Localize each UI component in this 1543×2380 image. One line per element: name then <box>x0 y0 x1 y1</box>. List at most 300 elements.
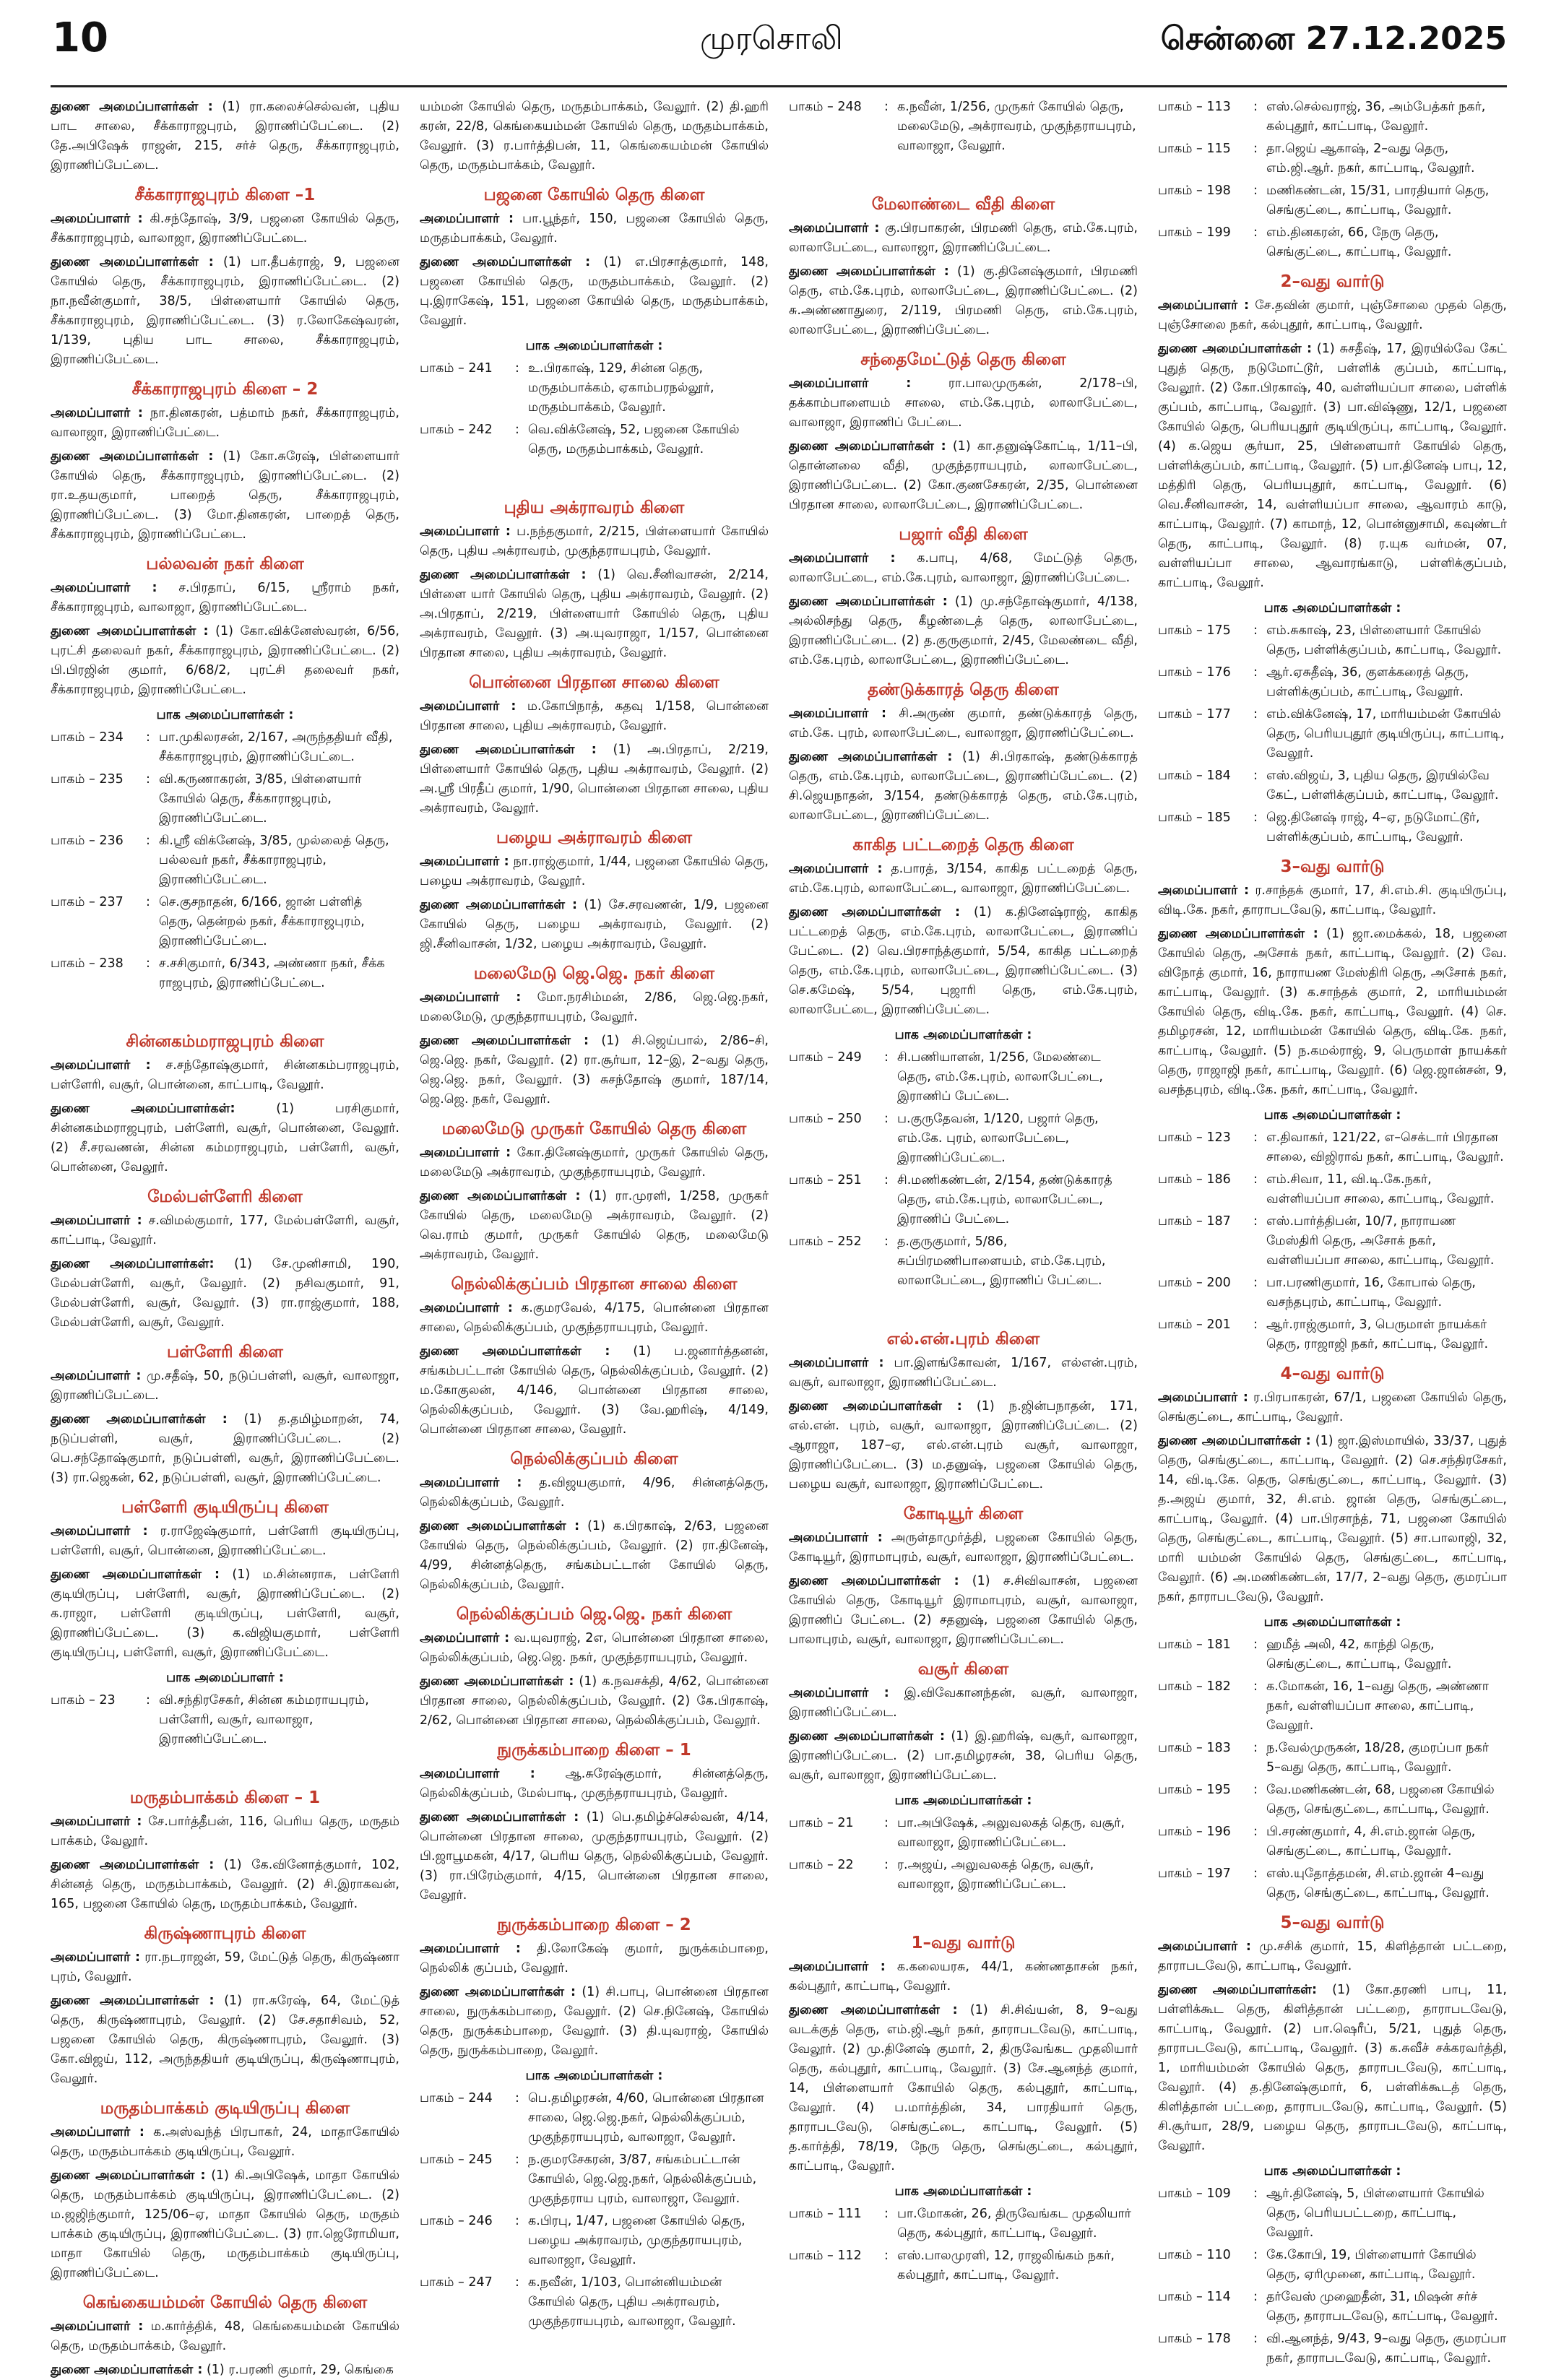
entry-paragraph <box>789 219 1138 258</box>
section-heading: மேல்பள்ளேரி கிளை <box>147 1187 303 1206</box>
booth-colon: : <box>1253 225 1258 240</box>
booth-entry <box>789 1109 1138 1168</box>
entry-text: (1) அ.பிரதாப், 2/219, பிள்ளையார் கோயில் தெரு, புதிய அக்ராவரம், வேலூர். (2) அ.ஸ்ரீ பிரதீப் குமார், 1/90, பொன்னை பிரதான சாலை, புதிய அக்ராவரம், வேலூர். <box>420 743 769 815</box>
booth-colon: : <box>1253 183 1258 198</box>
entry-paragraph <box>51 1948 399 1987</box>
entry-text: (1) ரா.முரளி, 1/258, முருகர் கோயில் தெரு, மலைமேடு அக்ராவரம், வேலூர். (2) வெ.ராம் குமார், முருகர் கோயில் தெரு, மலைமேடு அக்ராவரம், வேலூர். <box>420 1189 769 1262</box>
role-label: துணை அமைப்பாளர்கள் : <box>51 255 214 269</box>
booth-entry <box>789 1171 1138 1229</box>
section-heading: பொன்னை பிரதான சாலை கிளை <box>469 673 719 692</box>
booth-number: பாகம் – 182 <box>1158 1679 1231 1694</box>
spacer <box>789 1897 1138 1924</box>
booth-number: பாகம் – 111 <box>789 2207 862 2221</box>
booth-entry <box>1158 766 1507 805</box>
role-label: அமைப்பாளர் : <box>420 1942 521 1956</box>
booth-colon: : <box>1253 623 1258 638</box>
booth-details: எஸ்.பார்த்திபன், 10/7, நாராயண மேஸ்திரி தெரு, அசோக் நகர், வள்ளியப்பா சாலை, காட்பாடி, வேலூர். <box>1266 1214 1495 1268</box>
spacer <box>789 1294 1138 1320</box>
booth-details: க.பிரபு, 1/47, பஜனை கோயில் தெரு, பழைய அக்ராவரம், முகுந்தராயபுரம், வாலாஜா, வேலூர். <box>528 2214 745 2267</box>
booth-colon: : <box>1253 1130 1258 1145</box>
entry-paragraph <box>420 1629 769 1668</box>
booth-details: ர.அஜய், அலுவலகத் தெரு, வசூர், வாலாஜா, இராணிப்பேட்டை. <box>897 1858 1094 1892</box>
role-label: துணை அமைப்பாளர்கள்: <box>1158 1983 1317 1997</box>
booth-entry <box>1158 1212 1507 1271</box>
booth-number: பாகம் – 22 <box>789 1858 854 1872</box>
booth-colon: : <box>1253 1741 1258 1755</box>
entry-text: (1) சே.முனிசாமி, 190, மேல்பள்ளேரி, வசூர், வேலூர். (2) நசிவகுமார், 91, மேல்பள்ளேரி, வசூர், வேலூர். (3) ரா.ராஜ்குமார், 188, மேல்பள்ளேரி, வசூர், வேலூர். <box>51 1257 399 1330</box>
entry-paragraph <box>420 1765 769 1804</box>
entry-paragraph <box>420 1342 769 1440</box>
booth-colon: : <box>515 423 519 437</box>
booth-details: மணிகண்டன், 15/31, பாரதியார் தெரு, செங்குட்டை, காட்பாடி, வேலூர். <box>1266 183 1490 217</box>
role-label: துணை அமைப்பாளர்கள் : <box>51 624 209 639</box>
booth-details: த.குருகுமார், 5/86, சுப்பிரமணிபாளையம், எம்.கே.புரம், லாலாபேட்டை, இராணிப் பேட்டை. <box>897 1234 1106 1288</box>
column-3 <box>789 98 1138 2366</box>
entry-paragraph <box>1158 1432 1507 1607</box>
role-label: அமைப்பாளர் : <box>789 221 880 235</box>
role-label: அமைப்பாளர் : <box>789 1960 886 1974</box>
section-heading: சின்னகம்மராஜபுரம் கிளை <box>126 1032 324 1051</box>
booth-details: க.நவீன், 1/103, பொன்னியம்மன் கோயில் தெரு, புதிய அக்ராவரம், முகுந்தராயபுரம், வாலாஜா, வேலூர். <box>528 2275 736 2329</box>
booth-entry <box>1158 705 1507 763</box>
booth-number: பாகம் – 245 <box>420 2152 493 2167</box>
column-4 <box>1158 98 1507 2366</box>
booth-entry <box>420 2212 769 2270</box>
section-heading: மலைமேடு ஜெ.ஜெ. நகர் கிளை <box>473 964 715 983</box>
entry-text: (1) சி.சிவ்யன், 8, 9–வது வடக்குத் தெரு, எம்.ஜி.ஆர் நகர், தாராபடவேடு, காட்பாடி, வேலூர். (2) மு.தினேஷ் குமார், 2, திருவேங்கட முதலியார் தெரு, கல்புதூர், காட்பாடி, வேலூர். (3) சே.ஆனந்த் குமார், 14, பிள்ளையார் கோயில் தெரு, கல்புதூர், காட்பாடி, வேலூர். (4) ப.மார்த்தின், 34, பாரதியார் தெரு, தாராபடவேடு, செங்குட்டை, காட்பாடி, வேலூர். (5) த.கார்த்தி, 78/19, நேரு தெரு, செங்குட்டை, கல்புதூர், காட்பாடி, வேலூர். <box>789 2003 1138 2173</box>
entry-text: கு.பிரபாகரன், பிரமணி தெரு, எம்.கே.புரம், லாலாபேட்டை, வாலாஜா, இராணிப்பேட்டை. <box>789 221 1138 255</box>
role-label: அமைப்பாளர் : <box>789 1531 883 1545</box>
entry-text: சே.தவின் குமார், புஞ்சோலை முதல் தெரு, புஞ்சோலை நகர், கல்புதூர், காட்பாடி, வேலூர். <box>1158 298 1507 332</box>
entry-text: (1) ஜா.இஸ்மாயில், 33/37, புதுத் தெரு, செங்குட்டை, காட்பாடி, வேலூர். (2) செ.சந்திரசேகர், 14, வி.டி.கே. தெரு, செங்குட்டை, காட்பாடி, வேலூர். (3) த.அஜய் குமார், 32, சி.எம். ஜான் தெரு, செங்குட்டை, காட்பாடி, வேலூர். (4) பா.பிரசாந்த், 71, பஜனை கோயில் தெரு, செங்குட்டை, காட்பாடி, வேலூர். (5) சா.பாலாஜி, 32, மாரி யம்மன் கோயில் தெரு, செங்குட்டை, காட்பாடி, வேலூர். (6) அ.மணிகண்டன், 17/7, 2–வது தெரு, குமரப்பா நகர், தாராபடவேடு, வேலூர். <box>1158 1434 1507 1604</box>
booth-details: வெ.விக்னேஷ், 52, பஜனை கோயில் தெரு, மருதம்பாக்கம், வேலூர். <box>528 423 740 456</box>
section-heading: எல்.என்.புரம் கிளை <box>886 1330 1040 1349</box>
booth-entry <box>1158 2246 1507 2285</box>
booth-number: பாகம் – 123 <box>1158 1130 1231 1145</box>
entry-text: (1) சி.பாபு, பொன்னை பிரதான சாலை, நுருக்கம்பாறை, வேலூர். (2) செ.நினேஷ், கோயில் தெரு, நுருக்கம்பாறை, வேலூர். (3) தி.யுவராஜ், கோயில் தெரு, நுருக்கம்பாறை, வேலூர். <box>420 1985 769 2058</box>
role-label: அமைப்பாளர் : <box>789 706 887 721</box>
booth-details: ந.குமரசேகரன், 3/87, சங்கம்பட்டான் கோயில், ஜெ.ஜெ.நகர், நெல்லிக்குப்பம், முகுந்தராய புரம், வாலாஜா, வேலூர். <box>528 2152 757 2206</box>
section-heading: 5–வது வார்டு <box>1280 1913 1385 1932</box>
entry-paragraph <box>789 1957 1138 1996</box>
booth-details: ந.வேல்முருகன், 18/28, குமரப்பா நகர் 5–வது தெரு, காட்பாடி, வேலூர். <box>1266 1741 1489 1775</box>
booth-colon: : <box>146 1693 150 1708</box>
entry-paragraph <box>51 404 399 443</box>
role-label: துணை அமைப்பாளர்கள் : <box>51 1858 215 1872</box>
role-label: அமைப்பாளர் : <box>420 1301 513 1315</box>
role-label: துணை அமைப்பாளர்கள் : <box>789 439 946 454</box>
entry-paragraph <box>420 1939 769 1978</box>
entry-text: (1) சி.ஜெய்பால், 2/86–சி, ஜெ.ஜெ. நகர், வேலூர். (2) ரா.சூர்யா, 12–இ, 2–வது தெரு, ஜெ.ஜெ. நகர், வேலூர். (3) சுசந்தோஷ் குமார், 187/14, ஜெ.ஜெ. நகர், வேலூர். <box>420 1034 769 1107</box>
entry-text: (1) ஜா.மைக்கல், 18, பஜனை கோயில் தெரு, அசோக் நகர், காட்பாடி, வேலூர். (2) வே. விநோத் குமார், 16, நாராயண மேஸ்திரி தெரு, அசோக் நகர், காட்பாடி, வேலூர். (3) க.சாந்தக் குமார், 2, மாரியம்மன் கோயில் தெரு, விடி.கே. நகர், காட்பாடி, வேலூர். (4) செ. தமிழரசன், 12, மாரியம்மன் கோயில் தெரு, விடி.கே. நகர், காட்பாடி, வேலூர். (5) ந.கமல்ராஜ், 9, பெருமாள் நாயக்கர் தெரு, ராஜாஜி நகர், காட்பாடி, வேலூர். (6) ஜெ.ஜான்சன், 9, வசந்தபுரம், விடி.கே. நகர், காட்பாடி, வேலூர். <box>1158 927 1507 1097</box>
booth-details: கி.ஸ்ரீ விக்னேஷ், 3/85, முல்லைத் தெரு, பல்லவர் நகர், சீக்காராஜபுரம், இராணிப்பேட்டை. <box>159 834 389 887</box>
booth-details: எஸ்.செல்வராஜ், 36, அம்பேத்கர் நகர், கல்புதூர், காட்பாடி, வேலூர். <box>1266 100 1486 134</box>
entry-text: (1) சுசதீஷ், 17, இரயில்வே கேட் புதுத் தெரு, நடுமோட்டூர், பள்ளிக் குப்பம், காட்பாடி, வேலூர். (2) கோ.பிரகாஷ், 40, வள்ளியப்பா சாலை, பள்ளிக் குப்பம், காட்பாடி, வேலூர். (3) பா.விஷ்ணு, 12/1, பஜனை கோயில் தெரு, பெரியபுதூர் குடியிருப்பு, காட்பாடி, வேலூர். (4) க.ஜெய சூர்யா, 25, பிள்ளையார் கோயில் தெரு, பள்ளிக்குப்பம், காட்பாடி, வேலூர். (5) பா.தினேஷ் பாபு, 12, மத்திரி தெரு, பெரியபுதூர், காட்பாடி, வேலூர். (6) வெ.சீனிவாசன், 14, வள்ளியப்பா சாலை, ஆவாரம் காடு, காட்பாடி, வேலூர். (7) காமாந், 12, பொன்னுசாமி, கவுண்டர் தெரு, காட்பாடி, வேலூர். (8) ர.யுக வர்மன், 07, வள்ளியப்பா சாலை, ஆவாரங்காடு, பள்ளிக்குப்பம், காட்பாடி, வேலூர். <box>1158 342 1507 590</box>
entry-paragraph <box>51 2317 399 2356</box>
entry-paragraph <box>420 1299 769 1338</box>
booth-number: பாகம் – 178 <box>1158 2332 1231 2346</box>
subheading: பாக அமைப்பாளர் : <box>166 1671 284 1685</box>
section-heading: நெல்லிக்குப்பம் கிளை <box>510 1450 678 1468</box>
role-label: துணை அமைப்பாளர்கள் : <box>1158 927 1318 941</box>
booth-entry <box>789 1048 1138 1107</box>
entry-text: (1) ரா.கலைச்செல்வன், புதிய பாட சாலை, சீக்காராஜபுரம், இராணிப்பேட்டை. (2) தே.அபிஷேக் ராஜன், 215, சர்ச் தெரு, சீக்காராஜபுரம், இராணிப்பேட்டை. <box>51 100 399 173</box>
booth-number: பாகம் – 234 <box>51 730 124 745</box>
booth-colon: : <box>884 1816 889 1830</box>
booth-number: பாகம் – 252 <box>789 1234 862 1249</box>
booth-details: எம்.விக்னேஷ், 17, மாரியம்மன் கோயில் தெரு, பெரியபுதூர் குடியிருப்பு, காட்பாடி, வேலூர். <box>1266 707 1505 761</box>
entry-paragraph <box>420 988 769 1027</box>
section-heading: தண்டுக்காரத் தெரு கிளை <box>868 680 1059 699</box>
role-label: துணை அமைப்பாளர்கள் : <box>51 1567 220 1582</box>
role-label: அமைப்பாளர் : <box>1158 1390 1248 1405</box>
booth-details: தர்வேஸ் முஹைதீன், 31, மிஷன் சர்ச் தெரு, தாராபடவேடு, காட்பாடி, வேலூர். <box>1266 2290 1498 2324</box>
role-label: அமைப்பாளர் : <box>51 1524 148 1539</box>
role-label: துணை அமைப்பாளர்கள் : <box>51 1994 215 2008</box>
booth-entry <box>51 893 399 951</box>
section-heading: காகித பட்டறைத் தெரு கிளை <box>852 836 1074 854</box>
role-label: துணை அமைப்பாளர்கள் : <box>1158 342 1313 356</box>
booth-colon: : <box>1253 1317 1258 1332</box>
booth-number: பாகம் – 114 <box>1158 2290 1231 2304</box>
entry-text: க.அஸ்வந்த் பிரபாகர், 24, மாதாகோயில் தெரு, மருதம்பாக்கம் குடியிருப்பு, வேலூர். <box>51 2125 399 2159</box>
booth-colon: : <box>1253 1172 1258 1187</box>
role-label: அமைப்பாளர் : <box>420 1631 510 1645</box>
section-heading: பல்லவன் நகர் கிளை <box>146 555 304 574</box>
role-label: அமைப்பாளர் : <box>789 376 912 391</box>
role-label: அமைப்பாளர் : <box>51 1950 140 1965</box>
booth-entry <box>1158 139 1507 178</box>
entry-paragraph <box>420 1672 769 1731</box>
booth-colon: : <box>1253 2248 1258 2262</box>
entry-text: கோ.தினேஷ்குமார், முருகர் கோயில் தெரு, மலைமேடு அக்ராவரம், முகுந்தராயபுரம், வேலூர். <box>420 1146 769 1180</box>
booth-entry <box>789 2204 1138 2243</box>
booth-colon: : <box>1253 2332 1258 2346</box>
role-label: அமைப்பாளர் : <box>420 524 511 539</box>
role-label: அமைப்பாளர் : <box>1158 298 1250 313</box>
entry-text: பா.பூந்தர், 150, பஜனை கோயில் தெரு, மருதம்பாக்கம், வேலூர். <box>420 212 769 246</box>
booth-details: ஜெ.தினேஷ் ராஜ், 4–ஏ, நடுமோட்டூர், பள்ளிக்குப்பம், காட்பாடி, வேலூர். <box>1266 810 1480 844</box>
section-heading: சீக்காராஜபுரம் கிளை –1 <box>134 186 316 204</box>
booth-number: பாகம் – 176 <box>1158 665 1231 680</box>
role-label: துணை அமைப்பாளர்கள் : <box>420 1189 581 1203</box>
section-heading: நெல்லிக்குப்பம் ஜெ.ஜெ. நகர் கிளை <box>456 1605 732 1624</box>
entry-paragraph <box>420 1517 769 1595</box>
role-label: அமைப்பாளர் : <box>420 1476 522 1490</box>
booth-number: பாகம் – 186 <box>1158 1172 1231 1187</box>
entry-text: இ.விவேகானந்தன், வசூர், வாலாஜா, இராணிப்பேட்டை. <box>789 1686 1138 1720</box>
entry-paragraph <box>789 1528 1138 1567</box>
booth-number: பாகம் – 242 <box>420 423 493 437</box>
role-label: துணை அமைப்பாளர்கள் : <box>51 2168 206 2183</box>
booth-details: ஹமீத் அலி, 42, காந்தி தெரு, செங்குட்டை, காட்பாடி, வேலூர். <box>1266 1637 1452 1671</box>
booth-entry <box>1158 663 1507 702</box>
booth-details: எஸ்.பாலமுரளி, 12, ராஜலிங்கம் நகர், கல்புதூர், காட்பாடி, வேலூர். <box>897 2249 1115 2282</box>
entry-text: (1) சே.சரவணன், 1/9, பஜனை கோயில் தெரு, பழைய அக்ராவரம், வேலூர். (2) ஜி.சீனிவாசன், 1/32, பழைய அக்ராவரம், வேலூர். <box>420 898 769 951</box>
booth-details: ப.குருதேவன், 1/120, பஜார் தெரு, எம்.கே. புரம், லாலாபேட்டை, இராணிப்பேட்டை. <box>897 1112 1099 1165</box>
entry-text: நா.தினகரன், பத்மாம் நகர், சீக்காராஜபுரம், வாலாஜா, இராணிப்பேட்டை. <box>51 406 399 440</box>
role-label: அமைப்பாளர் : <box>420 1767 535 1781</box>
booth-details: பா.பரணிகுமார், 16, கோபால் தெரு, வசந்தபுரம், காட்பாடி, வேலூர். <box>1266 1276 1476 1310</box>
booth-colon: : <box>146 834 150 848</box>
entry-paragraph <box>51 253 399 370</box>
spacer <box>51 1752 399 1778</box>
entry-paragraph <box>789 1397 1138 1494</box>
booth-colon: : <box>884 2207 889 2221</box>
subheading: பாக அமைப்பாளர்கள் : <box>525 2069 663 2083</box>
booth-colon: : <box>515 2275 519 2290</box>
entry-paragraph <box>789 903 1138 1020</box>
entry-paragraph <box>789 262 1138 340</box>
role-label: துணை அமைப்பாளர்கள் : <box>420 743 597 757</box>
entry-paragraph <box>420 522 769 561</box>
column-1 <box>51 98 399 2377</box>
role-label: அமைப்பாளர் : <box>51 1814 142 1829</box>
booth-entry <box>420 2273 769 2332</box>
booth-number: பாகம் – 198 <box>1158 183 1231 198</box>
booth-entry <box>1158 621 1507 660</box>
entry-text: சி.அருண் குமார், தண்டுக்காரத் தெரு, எம்.கே. புரம், லாலாபேட்டை, வாலாஜா, இராணிப்பேட்டை. <box>789 706 1138 740</box>
entry-text: (1) கோ.சுரேஷ், பிள்ளையார் கோயில் தெரு, சீக்காராஜபுரம், இராணிப்பேட்டை. (2) ரா.உதயகுமார், பாறைத் தெரு, சீக்காராஜபுரம், இராணிப்பேட்டை. (3) மோ.தினகரன், பாறைத் தெரு, சீக்காராஜபுரம், இராணிப்பேட்டை. <box>51 449 399 542</box>
subheading: பாக அமைப்பாளர்கள் : <box>1263 601 1401 615</box>
section-heading: புதிய அக்ராவரம் கிளை <box>503 498 685 517</box>
booth-entry <box>51 954 399 993</box>
spacer <box>51 996 399 1022</box>
booth-colon: : <box>515 2214 519 2228</box>
entry-paragraph <box>789 748 1138 826</box>
entry-text: ச.சந்தோஷ்குமார், சின்னகம்பராஜபுரம், பள்ளேரி, வசூர், பொன்னை, காட்பாடி, வேலூர். <box>51 1058 399 1092</box>
entry-text: (1) த.தமிழ்மாறன், 74, நடுப்பள்ளி, வசூர், இராணிப்பேட்டை. (2) பெ.சந்தோஷ்குமார், நடுப்பள்ளி, வசூர், இராணிப்பேட்டை. (3) ரா.ஜெகன், 62, நடுப்பள்ளி, வசூர், இராணிப்பேட்டை. <box>51 1412 399 1485</box>
role-label: துணை அமைப்பாளர்கள் : <box>789 905 961 919</box>
booth-entry <box>1158 98 1507 137</box>
role-label: துணை அமைப்பாளர்கள் : <box>789 264 949 279</box>
entry-text: (1) ரா.சுரேஷ், 64, மேட்டுத் தெரு, கிருஷ்ணாபுரம், வேலூர். (2) சே.சதாசிவம், 52, பஜனை கோயில் தெரு, கிருஷ்ணாபுரம், வேலூர். (3) கோ.விஜய், 112, அருந்ததியர் குடியிருப்பு, கிருஷ்ணாபுரம், வேலூர். <box>51 1994 399 2086</box>
booth-entry <box>1158 808 1507 847</box>
booth-colon: : <box>1253 665 1258 680</box>
booth-colon: : <box>515 2152 519 2167</box>
role-label: துணை அமைப்பாளர்கள் : <box>51 449 214 464</box>
booth-details: எம்.சுகாஷ், 23, பிள்ளையார் கோயில் தெரு, பள்ளிக்குப்பம், காட்பாடி, வேலூர். <box>1266 623 1502 657</box>
role-label: அமைப்பாளர் : <box>51 2319 144 2334</box>
role-label: துணை அமைப்பாளர்கள் : <box>51 2363 203 2377</box>
entry-paragraph <box>51 2123 399 2162</box>
role-label: துணை அமைப்பாளர்கள் : <box>51 1412 228 1427</box>
booth-colon: : <box>1253 810 1258 825</box>
entry-paragraph <box>1158 339 1507 593</box>
booth-entry <box>51 728 399 767</box>
booth-colon: : <box>1253 707 1258 722</box>
section-heading: நுருக்கம்பாறை கிளை – 1 <box>497 1741 691 1760</box>
entry-text: த.விஜயகுமார், 4/96, சின்னத்தெரு, நெல்லிக்குப்பம், வேலூர். <box>420 1476 769 1510</box>
section-heading: கோடியூர் கிளை <box>903 1505 1024 1523</box>
entry-paragraph <box>1158 1981 1507 2156</box>
booth-number: பாகம் – 200 <box>1158 1276 1231 1290</box>
booth-details: எஸ்.விஜய், 3, புதிய தெரு, இரயில்வே கேட், பள்ளிக்குப்பம், காட்பாடி, வேலூர். <box>1266 769 1499 802</box>
entry-text: நா.ராஜ்குமார், 1/44, பஜனை கோயில் தெரு, பழைய அக்ராவரம், வேலூர். <box>420 854 769 888</box>
newspaper-name: முரசொலி <box>700 20 843 57</box>
booth-details: தா.ஜெய் ஆகாஷ், 2–வது தெரு, எம்.ஜி.ஆர். நகர், காட்பாடி, வேலூர். <box>1266 142 1475 176</box>
entry-text: ம.கார்த்திக், 48, கெங்கையம்மன் கோயில் தெரு, மருதம்பாக்கம், வேலூர். <box>51 2319 399 2353</box>
entry-paragraph <box>420 1031 769 1109</box>
booth-colon: : <box>1253 2186 1258 2201</box>
booth-colon: : <box>884 100 889 114</box>
booth-number: பாகம் – 115 <box>1158 142 1231 156</box>
booth-colon: : <box>1253 1866 1258 1881</box>
booth-colon: : <box>1253 100 1258 114</box>
entry-paragraph <box>420 1983 769 2061</box>
entry-paragraph <box>789 1684 1138 1723</box>
booth-details: க.நவீன், 1/256, முருகர் கோயில் தெரு, மலைமேடு, அக்ராவரம், முகுந்தராயபுரம், வாலாஜா, வேலூர். <box>897 100 1136 153</box>
booth-entry <box>1158 1677 1507 1736</box>
section-heading: பழைய அக்ராவரம் கிளை <box>496 828 693 847</box>
booth-number: பாகம் – 241 <box>420 361 493 376</box>
spacer <box>420 462 769 488</box>
booth-details: ஆர்.ஏசுதீஷ், 36, குளக்கரைத் தெரு, பள்ளிக்குப்பம், காட்பாடி, வேலூர். <box>1266 665 1469 699</box>
role-label: அமைப்பாளர் : <box>420 212 514 226</box>
entry-text: (1) ர.பரணி குமார், 29, கெங்கை <box>206 2363 394 2377</box>
entry-paragraph <box>51 1812 399 1851</box>
booth-colon: : <box>884 2249 889 2263</box>
booth-details: ச.சசிகுமார், 6/343, அண்ணா நகர், சீக்க ராஜபுரம், இராணிப்பேட்டை. <box>159 956 385 990</box>
entry-text: யம்மன் கோயில் தெரு, மருதம்பாக்கம், வேலூர். (2) தி.ஹரி கரன், 22/8, கெங்கையம்மன் கோயில் தெரு, மருதம்பாக்கம், வேலூர். (3) ர.பார்த்திபன், 11, கெங்கையம்மன் கோயில் தெரு, மருதம்பாக்கம், வேலூர். <box>420 100 769 173</box>
entry-text: ர.பிரபாகரன், 67/1, பஜனை கோயில் தெரு, செங்குட்டை, காட்பாடி, வேலூர். <box>1158 1390 1507 1424</box>
entry-text: ச.விமல்குமார், 177, மேல்பள்ளேரி, வசூர், காட்பாடி, வேலூர். <box>51 1213 399 1247</box>
entry-paragraph <box>420 1474 769 1513</box>
booth-number: பாகம் – 236 <box>51 834 124 848</box>
booth-details: எம்.தினகரன், 66, நேரு தெரு, செங்குட்டை, காட்பாடி, வேலூர். <box>1266 225 1452 259</box>
entry-paragraph <box>51 1056 399 1095</box>
booth-details: செ.குசநாதன், 6/166, ஜான் பள்ளித் தெரு, தென்றல் நகர், சீக்காராஜபுரம், இராணிப்பேட்டை. <box>159 895 365 948</box>
booth-entry <box>789 1856 1138 1895</box>
role-label: துணை அமைப்பாளர்கள் : <box>789 2003 958 2017</box>
section-heading: நுருக்கம்பாறை கிளை – 2 <box>497 1916 691 1934</box>
subheading: பாக அமைப்பாளர்கள் : <box>525 339 663 353</box>
section-heading: பஜார் வீதி கிளை <box>899 525 1028 544</box>
entry-paragraph <box>51 1099 399 1177</box>
role-label: துணை அமைப்பாளர்கள்: <box>51 1257 215 1271</box>
spacer <box>789 159 1138 185</box>
section-heading: 4–வது வார்டு <box>1280 1364 1385 1383</box>
entry-paragraph <box>420 852 769 891</box>
entry-text: (1) சி.பிரகாஷ், தண்டுக்காரத் தெரு, எம்.கே.புரம், லாலாபேட்டை, இராணிப்பேட்டை. (2) சி.ஜெயநாதன், 3/154, தண்டுக்காரத் தெரு, எம்.கே.புரம், லாலாபேட்டை, இராணிப்பேட்டை. <box>789 750 1138 823</box>
booth-number: பாகம் – 248 <box>789 100 862 114</box>
entry-paragraph <box>789 1354 1138 1393</box>
booth-colon: : <box>884 1858 889 1872</box>
role-label: துணை அமைப்பாளர்கள் : <box>51 100 213 114</box>
entry-text: (1) கி.அபிஷேக், மாதா கோயில் தெரு, மருதம்பாக்கம் குடியிருப்பு, இராணிப்பேட்டை. (2) ம.ஜஜிந்குமார், 125/06–ஏ, மாதா கோயில் தெரு, மருதம் பாக்கம் குடியிருப்பு, இராணிப்பேட்டை. (3) ரா.ஜெரோமியா, மாதா கோயில் தெரு, மருதம்பாக்கம் குடியிருப்பு, இராணிப்பேட்டை. <box>51 2168 399 2280</box>
booth-details: க.மோகன், 16, 1–வது தெரு, அண்ணா நகர், வள்ளியப்பா சாலை, காட்பாடி, வேலூர். <box>1266 1679 1489 1733</box>
role-label: துணை அமைப்பாளர்கள் : <box>789 1729 945 1744</box>
section-heading: மருதம்பாக்கம் கிளை – 1 <box>129 1788 321 1807</box>
entry-text: த.பாரத், 3/154, காகித பட்டறைத் தெரு, எம்.கே.புரம், லாலாபேட்டை, வாலாஜா, இராணிப்பேட்டை. <box>789 862 1138 896</box>
booth-details: சி.பணியாளன், 1/256, மேலண்டை தெரு, எம்.கே.புரம், லாலாபேட்டை, இராணிப் பேட்டை. <box>897 1050 1103 1104</box>
column-2 <box>420 98 769 2366</box>
entry-paragraph <box>1158 925 1507 1100</box>
entry-paragraph <box>51 447 399 545</box>
booth-colon: : <box>146 730 150 745</box>
entry-paragraph <box>420 1143 769 1182</box>
entry-text: அருள்தாமுர்த்தி, பஜனை கோயில் தெரு, கோடியூர், இராமாபுரம், வசூர், வாலாஜா, இராணிப்பேட்டை. <box>789 1531 1138 1565</box>
role-label: அமைப்பாளர் : <box>789 1686 889 1700</box>
entry-text: வ.யுவராஜ், 2எ, பொன்னை பிரதான சாலை, நெல்லிக்குப்பம், ஜெ.ஜெ. நகர், முகுந்தராயபுரம், வேலூர். <box>420 1631 769 1665</box>
entry-paragraph <box>420 1808 769 1905</box>
booth-entry <box>1158 1273 1507 1312</box>
booth-entry <box>51 770 399 828</box>
entry-paragraph <box>51 1367 399 1406</box>
booth-number: பாகம் – 250 <box>789 1112 862 1126</box>
booth-number: பாகம் – 249 <box>789 1050 862 1065</box>
entry-paragraph <box>51 2166 399 2283</box>
entry-paragraph <box>420 209 769 248</box>
booth-details: சி.மணிகண்டன், 2/154, தண்டுக்காரத் தெரு, எம்.கே.புரம், லாலாபேட்டை, இராணிப் பேட்டை. <box>897 1173 1112 1226</box>
entry-paragraph <box>789 860 1138 899</box>
booth-number: பாகம் – 237 <box>51 895 124 909</box>
entry-text: (1) இ.ஹரிஷ், வசூர், வாலாஜா, இராணிப்பேட்டை. (2) பா.தமிழரசன், 38, பெரிய தெரு, வசூர், வாலாஜா, இராணிப்பேட்டை. <box>789 1729 1138 1783</box>
role-label: அமைப்பாளர் : <box>1158 1939 1251 1954</box>
section-heading: மருதம்பாக்கம் குடியிருப்பு கிளை <box>100 2099 350 2118</box>
entry-text: (1) கு.தினேஷ்குமார், பிரமணி தெரு, எம்.கே.புரம், லாலாபேட்டை, இராணிப்பேட்டை. (2) சு.அண்ணாதுரை, 2/119, பிரமணி தெரு, எம்.கே.புரம், லாலாபேட்டை, இராணிப்பேட்டை. <box>789 264 1138 337</box>
booth-entry <box>1158 2329 1507 2368</box>
entry-text: மோ.நரசிம்மன், 2/86, ஜெ.ஜெ.நகர், மலைமேடு, முகுந்தராயபுரம், வேலூர். <box>420 990 769 1024</box>
entry-text: ம.கோபிநாத், கதவு 1/158, பொன்னை பிரதான சாலை, புதிய அக்ராவரம், வேலூர். <box>420 699 769 733</box>
entry-text: க.குமரவேல், 4/175, பொன்னை பிரதான சாலை, நெல்லிக்குப்பம், முகுந்தராயபுரம், வேலூர். <box>420 1301 769 1335</box>
subheading: பாக அமைப்பாளர்கள் : <box>156 708 294 722</box>
entry-paragraph <box>789 1572 1138 1650</box>
entry-text: மு.சசிக் குமார், 15, கிளித்தான் பட்டறை, தாராபடவேடு, காட்பாடி, வேலூர். <box>1158 1939 1507 1973</box>
subheading: பாக அமைப்பாளர்கள் : <box>1263 1108 1401 1122</box>
entry-paragraph <box>420 697 769 736</box>
role-label: அமைப்பாளர் : <box>1158 883 1250 898</box>
booth-colon: : <box>1253 769 1258 783</box>
role-label: அமைப்பாளர் : <box>420 990 522 1005</box>
section-heading: 2–வது வார்டு <box>1280 272 1385 291</box>
entry-paragraph <box>51 1991 399 2089</box>
entry-text: (1) ந.ஜின்பநாதன், 171, எல்.என். புரம், வசூர், வாலாஜா, இராணிப்பேட்டை. (2) ஆராஜா, 187–ஏ, எல்.என்.புரம் வசூர், வாலாஜா, இராணிப்பேட்டை. (3) ம.தனுஷ், பஜனை கோயில் தெரு, பழைய வசூர், வாலாஜா, இராணிப்பேட்டை. <box>789 1399 1138 1492</box>
role-label: அமைப்பாளர் : <box>51 212 143 226</box>
section-heading: மலைமேடு முருகர் கோயில் தெரு கிளை <box>441 1120 747 1138</box>
entry-text: (1) க.பிரகாஷ், 2/63, பஜனை கோயில் தெரு, நெல்லிக்குப்பம், வேலூர். (2) ரா.தினேஷ், 4/99, சின்னத்தெரு, சங்கம்பட்டான் கோயில் தெரு, நெல்லிக்குப்பம், வேலூர். <box>420 1519 769 1592</box>
header-rule <box>51 85 1507 87</box>
entry-paragraph <box>789 437 1138 515</box>
entry-text: (1) க.தினேஷ்ராஜ், காகித பட்டறைத் தெரு, எம்.கே.புரம், லாலாபேட்டை, இராணிப் பேட்டை. (2) வெ.பிரசாந்த்குமார், 5/54, காகித பட்டறைத் தெரு, எம்.கே.புரம், லாலாபேட்டை, இராணிப்பேட்டை. (3) செ.கமேஷ், 5/54, புஜாரி தெரு, எம்.கே.புரம், லாலாபேட்டை, இராணிப்பேட்டை. <box>789 905 1138 1017</box>
booth-number: பாகம் – 177 <box>1158 707 1231 722</box>
entry-paragraph <box>420 253 769 331</box>
booth-entry <box>789 1232 1138 1291</box>
entry-paragraph <box>789 1727 1138 1786</box>
entry-paragraph <box>1158 1388 1507 1427</box>
booth-number: பாகம் – 112 <box>789 2249 862 2263</box>
booth-number: பாகம் – 247 <box>420 2275 493 2290</box>
section-heading: கிருஷ்ணாபுரம் கிளை <box>144 1924 306 1943</box>
booth-details: கே.கோபி, 19, பிள்ளையார் கோயில் தெரு, ஏரிமுனை, காட்பாடி, வேலூர். <box>1266 2248 1477 2282</box>
page-number: 10 <box>52 14 108 61</box>
section-heading: பள்ளேரி குடியிருப்பு கிளை <box>121 1498 329 1517</box>
booth-colon: : <box>515 2091 519 2106</box>
booth-details: பா.மோகன், 26, திருவேங்கட முதலியார் தெரு, கல்புதூர், காட்பாடி, வேலூர். <box>897 2207 1131 2241</box>
booth-entry <box>1158 2288 1507 2327</box>
entry-paragraph <box>51 1410 399 1488</box>
booth-details: வி.ஆனந்த், 9/43, 9–வது தெரு, குமரப்பா நகர், தாராபடவேடு, காட்பாடி, வேலூர். <box>1266 2332 1507 2366</box>
entry-text: (1) ப.ஜனார்த்தனன், சங்கம்பட்டான் கோயில் தெரு, நெல்லிக்குப்பம், வேலூர். (2) ம.கோகுலன், 4/146, பொன்னை பிரதான சாலை, நெல்லிக்குப்பம், வேலூர். (3) வே.ஹரிஷ், 4/149, பொன்னை பிரதான சாலை, வேலூர். <box>420 1344 769 1437</box>
booth-number: பாகம் – 181 <box>1158 1637 1231 1652</box>
entry-paragraph <box>420 740 769 818</box>
section-heading: கெங்கையம்மன் கோயில் தெரு கிளை <box>82 2293 368 2312</box>
booth-colon: : <box>1253 1783 1258 1797</box>
edition-date: சென்னை 27.12.2025 <box>1160 20 1507 57</box>
role-label: துணை அமைப்பாளர்கள்: <box>51 1102 235 1116</box>
role-label: அமைப்பாளர் : <box>51 1213 142 1228</box>
booth-entry <box>1158 1315 1507 1354</box>
